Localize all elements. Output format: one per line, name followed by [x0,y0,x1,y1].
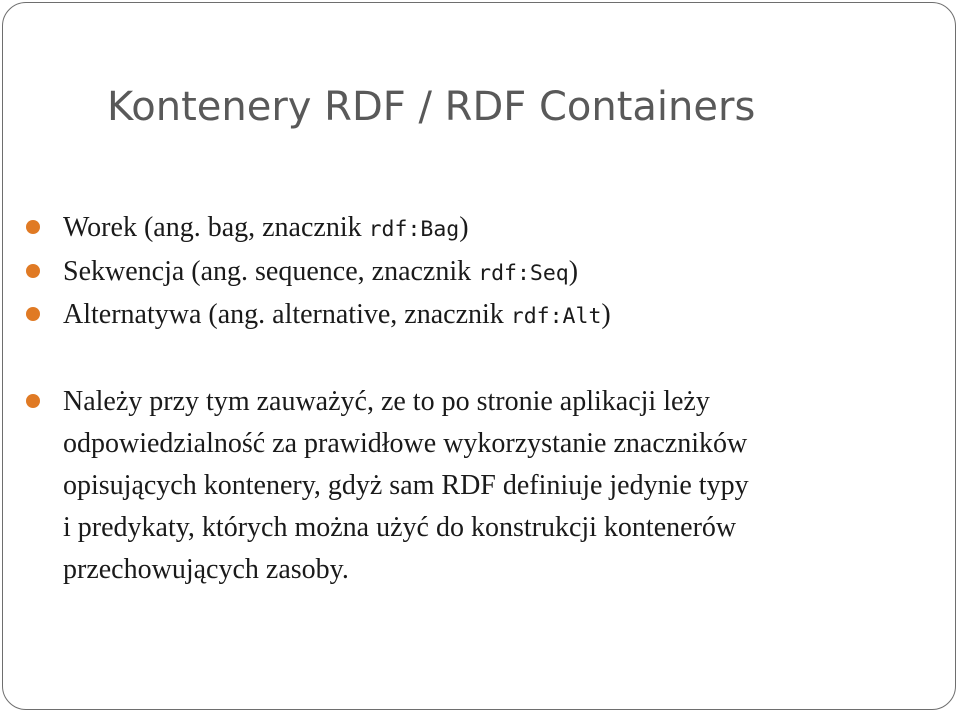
bullet-list [25,207,935,591]
bullet-text: Alternatywa (ang. alternative, znacznik [63,299,511,330]
slide-title: Kontenery RDF / RDF Containers [107,84,756,130]
bullet-dot-icon [26,307,40,321]
note-line: i predykaty, których można użyć do konstrukcji kontenerów [63,511,737,543]
note-line: Należy przy tym zauważyć, ze to po stronie aplikacji leży [63,385,710,417]
bullet-dot-icon [26,220,40,234]
bullet-dot-icon [26,264,40,278]
note-line: odpowiedzialność za prawidłowe wykorzystanie znaczników [63,427,748,459]
bullet-suffix: ) [568,255,579,287]
bullet-dot-icon [26,394,40,408]
bullet-code: rdf:Seq [478,260,569,286]
bullet-suffix: ) [601,299,611,330]
bullet-suffix: ) [459,212,469,243]
bullet-text: Sekwencja (ang. sequence, znacznik [63,255,479,287]
note-line: przechowujących zasoby. [63,553,349,585]
bullet-item-bag [25,207,935,251]
bullet-item-note [25,381,935,591]
note-line: opisujących kontenery, gdyż sam RDF definiuje jedynie typy [63,469,749,501]
bullet-text: Worek (ang. bag, znacznik [63,212,369,243]
slide [2,2,956,710]
bullet-code: rdf:Bag [368,217,460,242]
bullet-item-alt [25,294,935,338]
bullet-item-seq [25,251,935,295]
bullet-code: rdf:Alt [510,304,602,329]
